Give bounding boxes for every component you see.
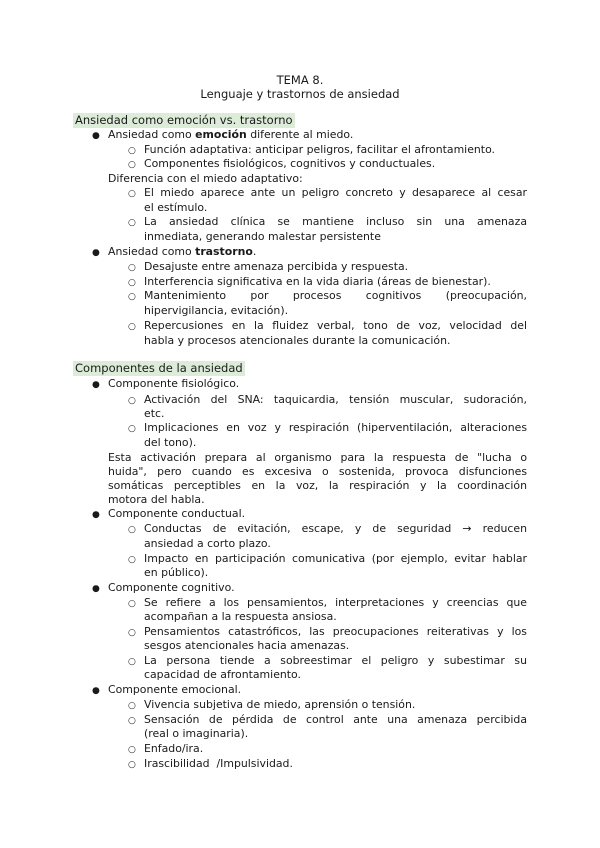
list-subitem: Interferencia significativa en la vida diaria (áreas de bienestar).	[144, 275, 491, 288]
list-subitem: Repercusiones en la fluidez verbal, tono de voz, velocidad del	[144, 319, 527, 332]
bullet-icon: ●	[92, 380, 100, 390]
list-item-emocion: Ansiedad como emoción diferente al miedo.	[108, 128, 354, 141]
list-item-fisiologico: Componente fisiológico.	[108, 377, 240, 390]
list-subitem: Función adaptativa: anticipar peligros, facilitar el afrontamiento.	[144, 143, 496, 156]
circle-bullet-icon: ○	[128, 322, 136, 332]
circle-bullet-icon: ○	[128, 263, 136, 273]
list-subitem-cont: etc.	[144, 407, 165, 420]
list-subitem: Pensamientos catastróficos, las preocupaciones reiterativas y los	[144, 625, 527, 638]
list-subitem: Mantenimiento por procesos cognitivos (preocupación,	[144, 289, 527, 302]
subheading-diferencia: Diferencia con el miedo adaptativo:	[108, 172, 303, 185]
circle-bullet-icon: ○	[128, 701, 136, 711]
list-subitem: Se refiere a los pensamientos, interpretaciones y creencias que	[144, 596, 527, 609]
circle-bullet-icon: ○	[128, 189, 136, 199]
list-subitem-cont: capacidad de afrontamiento.	[144, 668, 301, 681]
list-subitem: Conductas de evitación, escape, y de seguridad → reducen	[144, 522, 527, 535]
list-subitem-cont: habla y procesos atencionales durante la comunicación.	[144, 334, 451, 347]
list-subitem-cont: el estímulo.	[144, 201, 208, 214]
circle-bullet-icon: ○	[128, 396, 136, 406]
circle-bullet-icon: ○	[128, 745, 136, 755]
list-subitem-cont: del tono).	[144, 436, 197, 449]
list-item-cognitivo: Componente cognitivo.	[108, 581, 235, 594]
list-subitem-cont: (real o imaginaria).	[144, 727, 249, 740]
list-subitem: Activación del SNA: taquicardia, tensión muscular, sudoración,	[144, 393, 527, 406]
list-subitem-cont: en público).	[144, 566, 209, 579]
list-subitem-cont: acompañan a la respuesta ansiosa.	[144, 610, 337, 623]
paragraph-line: motora del habla.	[108, 493, 205, 506]
list-subitem-cont: hipervigilancia, evitación).	[144, 304, 289, 317]
bullet-icon: ●	[92, 686, 100, 696]
circle-bullet-icon: ○	[128, 292, 136, 302]
circle-bullet-icon: ○	[128, 424, 136, 434]
bullet-icon: ●	[92, 510, 100, 520]
list-subitem: Implicaciones en voz y respiración (hiperventilación, alteraciones	[144, 421, 527, 434]
paragraph-line: huida", pero cuando es excesiva o sostenida, provoca disfunciones	[108, 465, 527, 478]
list-item-conductual: Componente conductual.	[108, 507, 246, 520]
list-subitem: Sensación de pérdida de control ante una amenaza percibida	[144, 713, 527, 726]
circle-bullet-icon: ○	[128, 716, 136, 726]
list-item-emocional: Componente emocional.	[108, 683, 242, 696]
section-heading-emocion-trastorno: Ansiedad como emoción vs. trastorno	[75, 113, 293, 127]
circle-bullet-icon: ○	[128, 760, 136, 770]
circle-bullet-icon: ○	[128, 628, 136, 638]
circle-bullet-icon: ○	[128, 218, 136, 228]
circle-bullet-icon: ○	[128, 525, 136, 535]
list-subitem-cont: ansiedad a corto plazo.	[144, 537, 271, 550]
list-subitem-cont: inmediata, generando malestar persistente	[144, 230, 381, 243]
circle-bullet-icon: ○	[128, 160, 136, 170]
circle-bullet-icon: ○	[128, 555, 136, 565]
circle-bullet-icon: ○	[128, 657, 136, 667]
list-item-trastorno: Ansiedad como trastorno.	[108, 245, 257, 258]
list-subitem: La ansiedad clínica se mantiene incluso sin una amenaza	[144, 215, 527, 228]
circle-bullet-icon: ○	[128, 278, 136, 288]
bullet-icon: ●	[92, 584, 100, 594]
list-subitem: Enfado/ira.	[144, 742, 204, 755]
list-subitem: Desajuste entre amenaza percibida y respuesta.	[144, 260, 409, 273]
list-subitem: La persona tiende a sobreestimar el peligro y subestimar su	[144, 654, 527, 667]
list-subitem-cont: sesgos atencionales hacia amenazas.	[144, 639, 350, 652]
list-subitem: El miedo aparece ante un peligro concreto y desaparece al cesar	[144, 186, 527, 199]
bullet-icon: ●	[92, 131, 100, 141]
doc-subtitle: Lenguaje y trastornos de ansiedad	[200, 87, 400, 101]
bullet-icon: ●	[92, 248, 100, 258]
paragraph-line: Esta activación prepara al organismo para la respuesta de "lucha o	[108, 451, 527, 464]
section-heading-componentes: Componentes de la ansiedad	[75, 361, 243, 375]
circle-bullet-icon: ○	[128, 599, 136, 609]
list-subitem: Irascibilidad /Impulsividad.	[144, 757, 293, 770]
doc-title: TEMA 8.	[276, 73, 324, 87]
list-subitem: Componentes fisiológicos, cognitivos y conductuales.	[144, 157, 436, 170]
list-subitem: Impacto en participación comunicativa (por ejemplo, evitar hablar	[144, 552, 527, 565]
paragraph-line: somáticas perceptibles en la voz, la respiración y la coordinación	[108, 479, 527, 492]
circle-bullet-icon: ○	[128, 146, 136, 156]
list-subitem: Vivencia subjetiva de miedo, aprensión o tensión.	[144, 698, 416, 711]
